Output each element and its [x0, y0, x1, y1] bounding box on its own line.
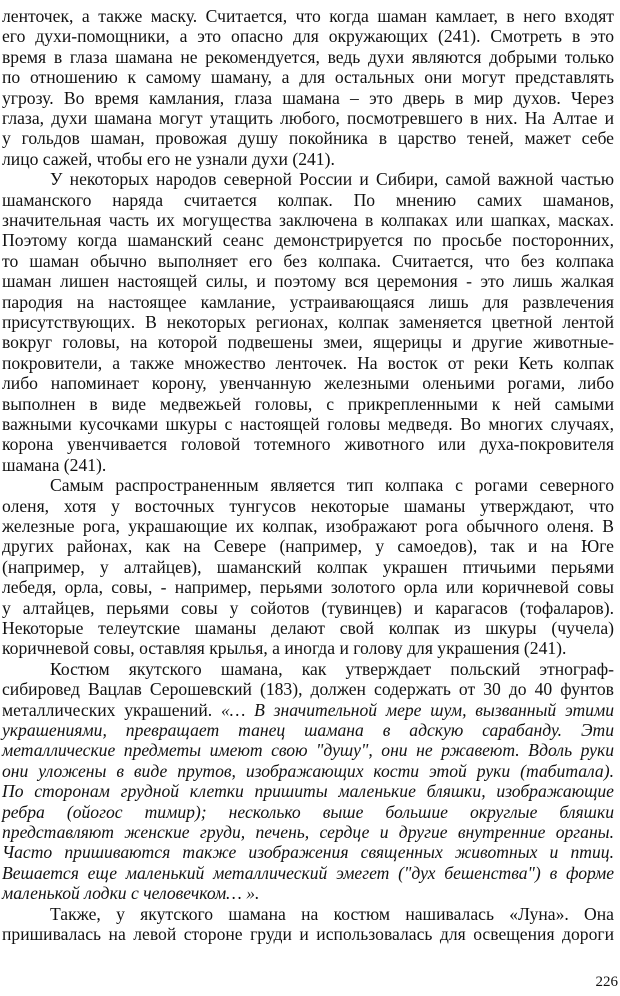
text-line: украшениями, превращает танец шамана в адскую сарабанду. Эти: [2, 720, 614, 740]
text-line: вокруг головы, на которой подвешены змеи, ящерицы и другие животные-: [2, 332, 614, 353]
text-line: пришивалась на левой стороне груди и использовалась для освещения дороги: [2, 924, 614, 944]
text-line: покровители, а также множество ленточек. На восток от реки Кеть колпак: [2, 352, 614, 373]
text-plain: металлических украшений.: [2, 699, 221, 720]
text-line: металлические предметы имеют свою "душу", они не ржавеют. Вдоль руки: [2, 740, 614, 761]
text-line: сибировед Вацлав Серошевский (183), должен содержать от 30 до 40 фунтов: [2, 679, 614, 700]
text-line: железные рога, украшающие их колпак, изображают рога обычного оленя. В: [2, 516, 614, 536]
text-line: оленя, хотя у восточных тунгусов некоторые шаманы утверждают, что: [2, 495, 614, 516]
text-line: коричневой совы, оставляя крылья, а иногда и голову для украшения (241).: [2, 638, 567, 659]
text-line: Также, у якутского шамана на костюм нашивалась «Луна». Она: [50, 903, 614, 924]
text-line: (например, у алтайцев), шаманский колпак украшен птичьими перьями: [2, 556, 614, 577]
text-line: у алтайцев, перьями совы у сойотов (тувинцев) и карагасов (тофаларов).: [2, 597, 614, 618]
text-line: корона увенчивается головой тотемного животного или духа-покровителя: [2, 434, 614, 455]
text-line: лицо сажей, чтобы его не узнали духи (241).: [2, 148, 335, 169]
text-line: Некоторые телеутские шаманы делают свой колпак из шкуры (чучела): [2, 618, 614, 638]
text-line: Поэтому когда шаманский сеанс демонстрируется по просьбе посторонних,: [2, 230, 614, 251]
text-line: шаманского наряда считается колпак. По мнению самих шаманов,: [2, 189, 614, 210]
text-line: Часто пришиваются также изображения священных животных и птиц.: [2, 842, 614, 863]
text-line: ребра (ойогос тимир); несколько выше большие округлые бляшки: [2, 801, 614, 822]
text-line: У некоторых народов северной России и Сибири, самой важной частью: [50, 169, 614, 190]
text-line: представляют женские груди, печень, сердце и другие внутренние органы.: [2, 822, 614, 842]
text-line: у гольдов шаман, провожая душу покойника в царство теней, мажет себе: [2, 128, 614, 149]
text-line: пародия на настоящее камлание, устраивающаяся лишь для развлечения: [2, 291, 614, 312]
text-line: важными кусочками шкуры с настоящей головы медведя. Во многих случаях,: [2, 414, 614, 434]
text-line: Самым распространенным является тип колпака с рогами северного: [50, 475, 614, 496]
text-line: шамана (241).: [2, 454, 107, 475]
text-line: маленькой лодки с человечком… ».: [2, 883, 260, 904]
text-line: ленточек, а также маску. Считается, что когда шаман камлает, в него входят: [2, 6, 614, 26]
text-line: выполнен в виде медвежьей головы, с прикрепленными к ней самыми: [2, 393, 614, 414]
text-line: По сторонам грудной клетки пришиты маленькие бляшки, изображающие: [2, 781, 614, 802]
text-line: лебедя, орла, совы, - например, перьями золотого орла или коричневой совы: [2, 577, 614, 598]
text-line: присутствующих. В некоторых регионах, колпак заменяется цветной лентой: [2, 312, 614, 332]
text-italic: «… В значительной мере шум, вызванный этими: [220, 699, 615, 720]
text-line: то шаман обычно выполняет его без колпака. Считается, что без колпака: [2, 250, 614, 271]
text-line: по отношению к самому шаману, а для остальных они могут представлять: [2, 67, 614, 88]
text-line: либо напоминает корону, увенчанную железными оленьими рогами, либо: [2, 373, 614, 394]
text-line: они уложены в виде прутов, изображающих кости этой руки (табитала).: [2, 760, 614, 781]
text-line: Костюм якутского шамана, как утверждает польский этнограф-: [50, 658, 614, 679]
text-line: его духи-помощники, а это опасно для окружающих (241). Смотреть в это: [2, 26, 614, 47]
text-line: шаман лишен настоящей силы, и поэтому вся церемония - это лишь жалкая: [2, 271, 614, 292]
text-line: Вешается еще маленький металлический эмегет ("дух бешенства") в форме: [2, 862, 614, 883]
text-line: время в глаза шамана не рекомендуется, ведь духи являются добрыми только: [2, 46, 614, 67]
document-page: [2, 0, 616, 996]
text-line: глаза, духи шамана могут утащить любого, посмотревшего в них. На Алтае и: [2, 108, 614, 128]
text-line: угрозу. Во время камлания, глаза шамана – это дверь в мир духов. Через: [2, 87, 614, 108]
text-line: значительная часть их могущества заключена в колпаках или шапках, масках.: [2, 210, 614, 230]
text-line: других районах, как на Севере (например, у самоедов), так и на Юге: [2, 536, 614, 557]
page-number: 226: [595, 974, 618, 990]
